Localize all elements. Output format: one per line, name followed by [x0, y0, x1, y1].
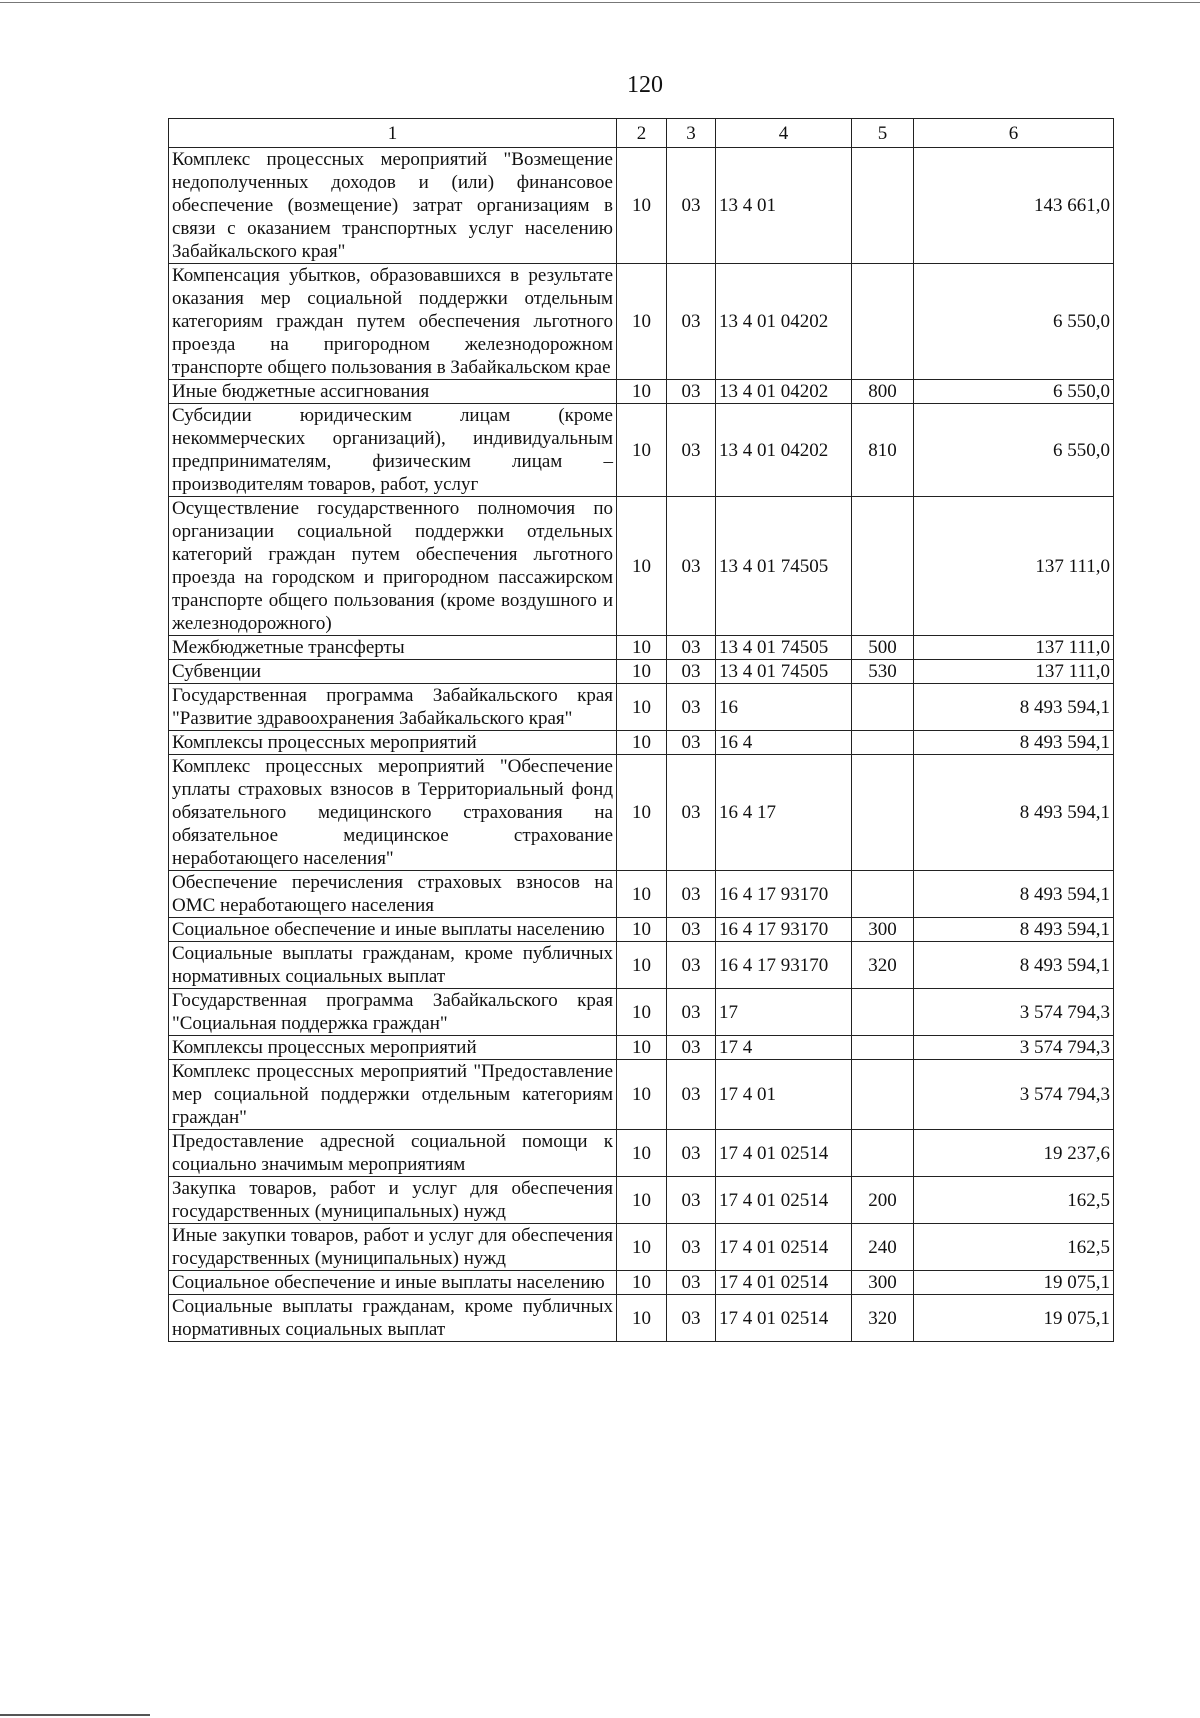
subsection-code-cell: 03 [667, 636, 716, 660]
table-row [169, 755, 1114, 871]
row-name-cell: Обеспечение перечисления страховых взносов на ОМС неработающего населения [169, 871, 617, 918]
target-article-cell: 16 4 17 93170 [716, 918, 852, 942]
expense-type-cell: 300 [852, 918, 914, 942]
amount-cell: 137 111,0 [914, 497, 1114, 636]
header-cell-1: 1 [169, 119, 617, 148]
expense-type-cell: 320 [852, 942, 914, 989]
header-cell-5: 5 [852, 119, 914, 148]
section-code-cell: 10 [617, 755, 667, 871]
row-name-cell: Компенсация убытков, образовавшихся в результате оказания мер социальной поддержки отдельным категориям граждан путем обеспечения льготного проезда на пригородном железнодорожном транспорте общего пользования в Забайкальском крае [169, 264, 617, 380]
section-code-cell: 10 [617, 380, 667, 404]
amount-cell: 143 661,0 [914, 148, 1114, 264]
section-code-cell: 10 [617, 1295, 667, 1342]
target-article-cell: 13 4 01 04202 [716, 264, 852, 380]
amount-cell: 8 493 594,1 [914, 684, 1114, 731]
subsection-code-cell: 03 [667, 989, 716, 1036]
expense-type-cell [852, 1130, 914, 1177]
amount-cell: 8 493 594,1 [914, 942, 1114, 989]
target-article-cell: 13 4 01 74505 [716, 636, 852, 660]
target-article-cell: 13 4 01 74505 [716, 497, 852, 636]
amount-cell: 162,5 [914, 1177, 1114, 1224]
section-code-cell: 10 [617, 731, 667, 755]
subsection-code-cell: 03 [667, 731, 716, 755]
subsection-code-cell: 03 [667, 942, 716, 989]
table-row [169, 918, 1114, 942]
table-row [169, 731, 1114, 755]
section-code-cell: 10 [617, 871, 667, 918]
section-code-cell: 10 [617, 1060, 667, 1130]
amount-cell: 162,5 [914, 1224, 1114, 1271]
table-row [169, 1224, 1114, 1271]
target-article-cell: 13 4 01 04202 [716, 380, 852, 404]
table-row [169, 264, 1114, 380]
row-name-cell: Субвенции [169, 660, 617, 684]
subsection-code-cell: 03 [667, 148, 716, 264]
amount-cell: 3 574 794,3 [914, 1036, 1114, 1060]
target-article-cell: 13 4 01 74505 [716, 660, 852, 684]
row-name-cell: Закупка товаров, работ и услуг для обеспечения государственных (муниципальных) нужд [169, 1177, 617, 1224]
target-article-cell: 17 4 01 02514 [716, 1271, 852, 1295]
top-scan-edge [0, 2, 1200, 3]
section-code-cell: 10 [617, 1224, 667, 1271]
section-code-cell: 10 [617, 660, 667, 684]
subsection-code-cell: 03 [667, 1295, 716, 1342]
subsection-code-cell: 03 [667, 755, 716, 871]
row-name-cell: Осуществление государственного полномочия по организации социальной поддержки отдельных категорий граждан путем обеспечения льготного проезда на городском и пригородном пассажирском транспорте общего пользования (кроме воздушного и железнодорожного) [169, 497, 617, 636]
section-code-cell: 10 [617, 497, 667, 636]
target-article-cell: 16 4 17 [716, 755, 852, 871]
section-code-cell: 10 [617, 1130, 667, 1177]
subsection-code-cell: 03 [667, 918, 716, 942]
target-article-cell: 17 4 01 02514 [716, 1177, 852, 1224]
row-name-cell: Предоставление адресной социальной помощи к социально значимым мероприятиям [169, 1130, 617, 1177]
amount-cell: 8 493 594,1 [914, 871, 1114, 918]
table-row [169, 497, 1114, 636]
budget-table [168, 118, 1114, 1342]
row-name-cell: Иные закупки товаров, работ и услуг для обеспечения государственных (муниципальных) нужд [169, 1224, 617, 1271]
expense-type-cell: 200 [852, 1177, 914, 1224]
row-name-cell: Государственная программа Забайкальского края "Социальная поддержка граждан" [169, 989, 617, 1036]
header-cell-3: 3 [667, 119, 716, 148]
table-row [169, 148, 1114, 264]
section-code-cell: 10 [617, 684, 667, 731]
table-header-row [169, 119, 1114, 148]
section-code-cell: 10 [617, 942, 667, 989]
amount-cell: 6 550,0 [914, 404, 1114, 497]
row-name-cell: Комплексы процессных мероприятий [169, 731, 617, 755]
table-row [169, 1036, 1114, 1060]
table-row [169, 871, 1114, 918]
expense-type-cell: 300 [852, 1271, 914, 1295]
table-row [169, 942, 1114, 989]
target-article-cell: 17 4 01 02514 [716, 1224, 852, 1271]
expense-type-cell: 810 [852, 404, 914, 497]
subsection-code-cell: 03 [667, 660, 716, 684]
target-article-cell: 16 4 [716, 731, 852, 755]
subsection-code-cell: 03 [667, 380, 716, 404]
table-row [169, 404, 1114, 497]
expense-type-cell [852, 497, 914, 636]
row-name-cell: Комплекс процессных мероприятий "Предоставление мер социальной поддержки отдельным категориям граждан" [169, 1060, 617, 1130]
expense-type-cell [852, 871, 914, 918]
section-code-cell: 10 [617, 404, 667, 497]
amount-cell: 3 574 794,3 [914, 1060, 1114, 1130]
target-article-cell: 16 4 17 93170 [716, 871, 852, 918]
amount-cell: 8 493 594,1 [914, 731, 1114, 755]
section-code-cell: 10 [617, 918, 667, 942]
target-article-cell: 17 [716, 989, 852, 1036]
row-name-cell: Межбюджетные трансферты [169, 636, 617, 660]
table-row [169, 380, 1114, 404]
header-cell-6: 6 [914, 119, 1114, 148]
table-row [169, 1130, 1114, 1177]
page-number: 120 [627, 72, 663, 98]
table-row [169, 636, 1114, 660]
expense-type-cell [852, 1060, 914, 1130]
expense-type-cell: 800 [852, 380, 914, 404]
expense-type-cell [852, 989, 914, 1036]
row-name-cell: Государственная программа Забайкальского края "Развитие здравоохранения Забайкальского края" [169, 684, 617, 731]
table-row [169, 1060, 1114, 1130]
row-name-cell: Комплекс процессных мероприятий "Возмещение недополученных доходов и (или) финансовое обеспечение (возмещение) затрат организациям в связи с оказанием транспортных услуг населению Забайкальского края" [169, 148, 617, 264]
subsection-code-cell: 03 [667, 1036, 716, 1060]
expense-type-cell [852, 1036, 914, 1060]
expense-type-cell [852, 264, 914, 380]
target-article-cell: 17 4 01 02514 [716, 1295, 852, 1342]
subsection-code-cell: 03 [667, 404, 716, 497]
expense-type-cell: 500 [852, 636, 914, 660]
row-name-cell: Комплекс процессных мероприятий "Обеспечение уплаты страховых взносов в Территориальный фонд обязательного медицинского страхования на обязательное медицинское страхование неработающего населения" [169, 755, 617, 871]
amount-cell: 8 493 594,1 [914, 918, 1114, 942]
amount-cell: 8 493 594,1 [914, 755, 1114, 871]
header-cell-4: 4 [716, 119, 852, 148]
section-code-cell: 10 [617, 1177, 667, 1224]
amount-cell: 19 237,6 [914, 1130, 1114, 1177]
row-name-cell: Социальное обеспечение и иные выплаты населению [169, 1271, 617, 1295]
expense-type-cell: 240 [852, 1224, 914, 1271]
expense-type-cell [852, 731, 914, 755]
amount-cell: 19 075,1 [914, 1271, 1114, 1295]
expense-type-cell: 530 [852, 660, 914, 684]
expense-type-cell [852, 148, 914, 264]
target-article-cell: 13 4 01 [716, 148, 852, 264]
table-row [169, 1177, 1114, 1224]
row-name-cell: Социальные выплаты гражданам, кроме публичных нормативных социальных выплат [169, 942, 617, 989]
subsection-code-cell: 03 [667, 264, 716, 380]
table-row [169, 1271, 1114, 1295]
section-code-cell: 10 [617, 264, 667, 380]
header-cell-2: 2 [617, 119, 667, 148]
section-code-cell: 10 [617, 1271, 667, 1295]
table-row [169, 660, 1114, 684]
subsection-code-cell: 03 [667, 1224, 716, 1271]
amount-cell: 6 550,0 [914, 264, 1114, 380]
table-body [169, 119, 1114, 1342]
table-row [169, 684, 1114, 731]
row-name-cell: Социальное обеспечение и иные выплаты населению [169, 918, 617, 942]
expense-type-cell [852, 684, 914, 731]
amount-cell: 6 550,0 [914, 380, 1114, 404]
subsection-code-cell: 03 [667, 497, 716, 636]
target-article-cell: 13 4 01 04202 [716, 404, 852, 497]
target-article-cell: 17 4 [716, 1036, 852, 1060]
bottom-scan-edge [0, 1714, 150, 1716]
table-row [169, 1295, 1114, 1342]
target-article-cell: 16 [716, 684, 852, 731]
row-name-cell: Иные бюджетные ассигнования [169, 380, 617, 404]
row-name-cell: Социальные выплаты гражданам, кроме публичных нормативных социальных выплат [169, 1295, 617, 1342]
subsection-code-cell: 03 [667, 1271, 716, 1295]
amount-cell: 3 574 794,3 [914, 989, 1114, 1036]
row-name-cell: Субсидии юридическим лицам (кроме некоммерческих организаций), индивидуальным предпринимателям, физическим лицам – производителям товаров, работ, услуг [169, 404, 617, 497]
target-article-cell: 17 4 01 02514 [716, 1130, 852, 1177]
subsection-code-cell: 03 [667, 871, 716, 918]
amount-cell: 137 111,0 [914, 660, 1114, 684]
amount-cell: 137 111,0 [914, 636, 1114, 660]
expense-type-cell: 320 [852, 1295, 914, 1342]
subsection-code-cell: 03 [667, 1060, 716, 1130]
section-code-cell: 10 [617, 1036, 667, 1060]
subsection-code-cell: 03 [667, 684, 716, 731]
target-article-cell: 17 4 01 [716, 1060, 852, 1130]
expense-type-cell [852, 755, 914, 871]
subsection-code-cell: 03 [667, 1177, 716, 1224]
subsection-code-cell: 03 [667, 1130, 716, 1177]
row-name-cell: Комплексы процессных мероприятий [169, 1036, 617, 1060]
target-article-cell: 16 4 17 93170 [716, 942, 852, 989]
section-code-cell: 10 [617, 989, 667, 1036]
table-row [169, 989, 1114, 1036]
amount-cell: 19 075,1 [914, 1295, 1114, 1342]
section-code-cell: 10 [617, 636, 667, 660]
section-code-cell: 10 [617, 148, 667, 264]
